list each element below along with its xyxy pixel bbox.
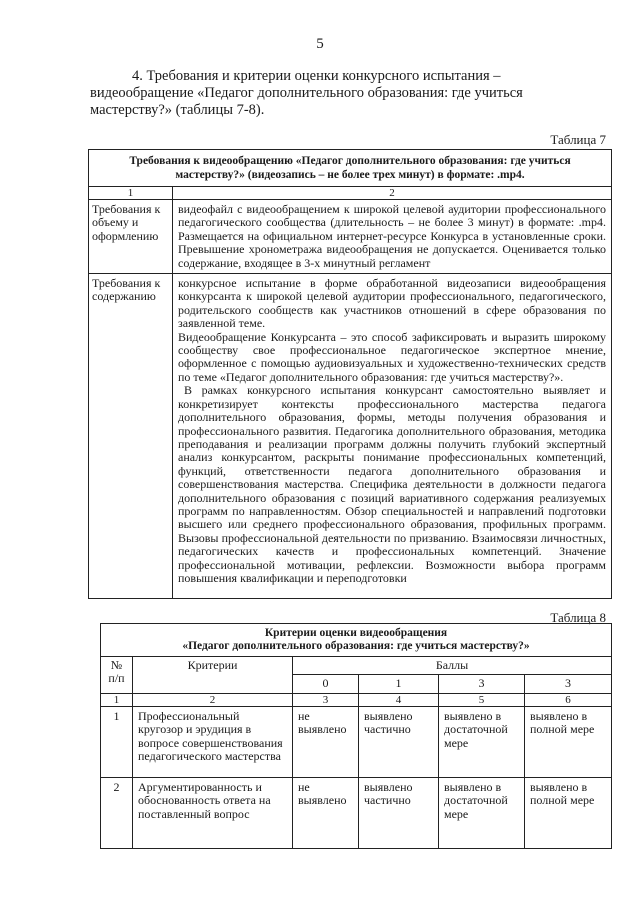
table7-title-line-1: Требования к видеообращению «Педагог дополнительного образования: где учиться (129, 155, 571, 167)
table-row (101, 706, 612, 777)
row-label-content: Требования к содержанию (89, 274, 173, 599)
level-text: выявлено в достаточной мере (439, 706, 525, 777)
table8-caption: Таблица 8 (550, 610, 606, 625)
column-number: 1 (101, 693, 133, 706)
score-value: 3 (439, 675, 525, 693)
column-number: 6 (525, 693, 612, 706)
column-number: 2 (133, 693, 293, 706)
table8-title-line-2: «Педагог дополнительного образования: где учиться мастерству?» (182, 640, 530, 652)
table8-title (101, 624, 612, 657)
volume-paragraph-1: видеофайл с видеообращением к широкой целевой аудитории профессионального педагогического сообщества (длительность – не более 3 минут) в формате: .mp4. Размещается на официальном интернет-ресурсе Конкурса в установленные сроки. Превышение хронометража видеообращения не допускается. Оценивается только содержание, входящее в 3-х минутный регламент (178, 202, 606, 270)
intro-line-1: 4. Требования и критерии оценки конкурсного испытания – (132, 68, 501, 84)
col-header-scores: Баллы (293, 657, 612, 675)
table-row (101, 777, 612, 848)
column-number: 4 (359, 693, 439, 706)
table7-col1-number: 1 (89, 187, 173, 200)
table7-col2-number: 2 (173, 187, 612, 200)
criterion-text: Профессиональный кругозор и эрудиция в вопросе совершенствования педагогического мастерства (133, 706, 293, 777)
column-number: 3 (293, 693, 359, 706)
intro-line-3: мастерству?» (таблицы 7-8). (90, 102, 265, 118)
level-text: выявлено частично (359, 706, 439, 777)
criteria-table (100, 623, 612, 849)
level-text: не выявлено (293, 777, 359, 848)
content-paragraph-2: Видеообращение Конкурсанта – это способ зафиксировать и выразить широкому сообществу свое профессиональное педагогическое экспертное мнение, оформленное с помощью аудиовизуальных и художественно-технических средств по теме «Педагог дополнительного образования: где учиться мастерству?». (178, 329, 606, 384)
row-number: 2 (101, 777, 133, 848)
requirements-table (88, 149, 612, 599)
level-text: выявлено частично (359, 777, 439, 848)
level-text: не выявлено (293, 706, 359, 777)
row-content-content (173, 274, 612, 599)
table-row (89, 274, 612, 599)
content-paragraph-3: В рамках конкурсного испытания конкурсант самостоятельно выявляет и конкретизирует контексты профессионального мастерства педагога дополнительного образования, формы, методы получения образования и профессионального развития. Педагогика дополнительного образования, методика преподавания и реализации программ должны получить глубокий экспертный анализ конкурсантом, раскрыты понимание профессиональных компетенций, функций, ответственности педагога дополнительного образования и совершенствования мастерства. Специфика деятельности в должности педагога дополнительного образования с позиций вариативного содержания реализуемых программ по направленностям. Обзор специальностей и направлений подготовки высшего или среднего профессионального образования, профильных программ. Вызовы профессиональной деятельности по призванию. Взаимосвязи личностных, педагогических качеств и профессиональных компетенций. Значение профессиональной мотивации, рефлексии. Возможности выбора программ повышения квалификации и переподготовки (178, 383, 606, 585)
score-value: 3 (525, 675, 612, 693)
level-text: выявлено в полной мере (525, 777, 612, 848)
row-content-volume (173, 200, 612, 274)
score-value: 1 (359, 675, 439, 693)
row-label-volume: Требования к объему и оформлению (89, 200, 173, 274)
page-number: 5 (316, 36, 324, 52)
table-row (89, 200, 612, 274)
content-paragraph-1: конкурсное испытание в форме обработанной видеозаписи видеообращения конкурсанта к широкой целевой аудитории профессионального, педагогического, родительского сообществ как участников отношений в сфере образования по заявленной теме. (178, 276, 606, 331)
criterion-text: Аргументированность и обоснованность ответа на поставленный вопрос (133, 777, 293, 848)
col-header-criteria: Критерии (133, 657, 293, 694)
table7-title (89, 150, 612, 187)
level-text: выявлено в достаточной мере (439, 777, 525, 848)
intro-line-2: видеообращение «Педагог дополнительного образования: где учиться (90, 85, 523, 101)
section-intro (90, 68, 610, 119)
level-text: выявлено в полной мере (525, 706, 612, 777)
score-value: 0 (293, 675, 359, 693)
table7-caption: Таблица 7 (550, 132, 606, 147)
table7-title-line-2: мастерству?» (видеозапись – не более трех минут) в формате: .mp4. (175, 169, 525, 181)
row-number: 1 (101, 706, 133, 777)
col-header-number: № п/п (101, 657, 133, 694)
table8-title-line-1: Критерии оценки видеообращения (264, 627, 448, 639)
column-number: 5 (439, 693, 525, 706)
